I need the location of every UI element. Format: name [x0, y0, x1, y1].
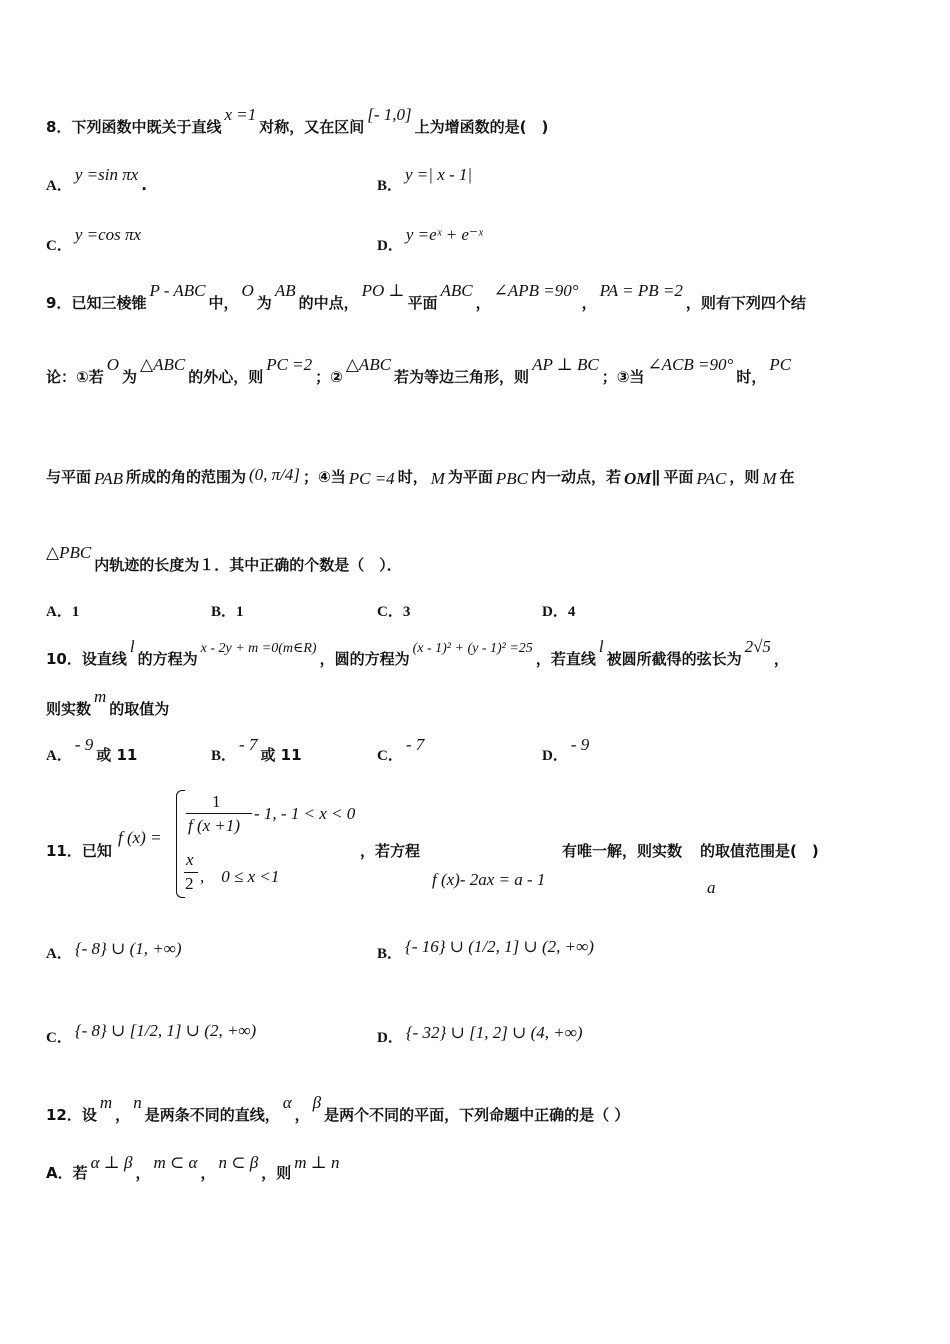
q11-piecewise-brace	[176, 790, 185, 898]
q10-stem-line1: 10．设直线l的方程为x - 2y + m =0(m∈R)，圆的方程为(x - 1)² + (y - 1)² =25，若直线l被圆所截得的弦长为2√5，	[46, 637, 789, 668]
q8-option-d: D．y =eˣ + e⁻ˣ	[377, 225, 483, 254]
q9-stem-line3: 与平面 PAB 所成的角的范围为 (0, π/4] ；④当 PC =4 时， M 为平面 PBC 内一动点，若 OM∥ 平面 PAC ，则 M 在	[46, 465, 795, 488]
q8-stem: 8．下列函数中既关于直线x =1对称，又在区间[- 1,0]上为增函数的是( )	[46, 105, 549, 136]
q11-stem-text: ，若方程 有唯一解，则实数 的取值范围是( )	[360, 842, 819, 860]
q10-stem-line2: 则实数m的取值为	[46, 687, 170, 718]
q12-number: 12．	[46, 1106, 82, 1124]
q10-option-a: A．- 9或 11	[46, 735, 138, 764]
q10-number: 10．	[46, 650, 82, 668]
q11-function-name: f (x) =	[118, 828, 162, 847]
q11-piece1-fraction-bar	[186, 813, 252, 814]
q9-number: 9．	[46, 294, 72, 312]
q8-option-b: B．y =| x - 1|	[377, 165, 473, 194]
q11-variable-a: a	[707, 878, 716, 897]
q9-option-c: C．3	[377, 604, 411, 620]
q11-piece2-condition: , 0 ≤ x <1	[200, 867, 280, 886]
q9-stem-line2: 论：①若O为△ABC的外心，则PC =2；②△ABC若为等边三角形，则AP ⊥ BC；③当∠ACB =90°时，PC	[46, 355, 792, 386]
q10-option-b: B．- 7或 11	[211, 735, 302, 764]
q11-option-b: B． {- 16} ∪ (1/2, 1] ∪ (2, +∞)	[377, 937, 594, 962]
q9-option-b: B．1	[211, 604, 244, 620]
q10-option-d: D．- 9	[542, 735, 590, 764]
q11-option-c: C． {- 8} ∪ [1/2, 1] ∪ (2, +∞)	[46, 1021, 257, 1046]
q11-number-label: 11．已知	[46, 842, 112, 860]
q10-option-c: C．- 7	[377, 735, 425, 764]
q11-option-d: D． {- 32} ∪ [1, 2] ∪ (4, +∞)	[377, 1023, 583, 1046]
q11-piece2-numerator: x	[186, 850, 194, 869]
q12-option-a: A．若α ⊥ β，m ⊂ α，n ⊂ β，则m ⊥ n	[46, 1153, 340, 1182]
q8-option-a: A．y =sin πx.	[46, 165, 147, 194]
q11-piece2-fraction-bar	[184, 872, 198, 873]
q11-piece1-condition: - 1, - 1 < x < 0	[254, 804, 356, 823]
q11-option-a: A． {- 8} ∪ (1, +∞)	[46, 939, 182, 962]
q8-number: 8．	[46, 118, 72, 136]
q12-stem: 12．设m，n是两条不同的直线，α，β是两个不同的平面，下列命题中正确的是（ ）	[46, 1093, 630, 1124]
q11-piece1-denominator: f (x +1)	[188, 816, 241, 835]
q9-option-d: D．4	[542, 604, 576, 620]
q11-equation: f (x)- 2ax = a - 1	[432, 870, 546, 889]
q11-piece1-numerator: 1	[212, 792, 221, 811]
q11-number: 11．	[46, 842, 82, 860]
q9-option-a: A．1	[46, 604, 80, 620]
q9-stem-line1: 9．已知三棱锥P - ABC中，O为AB的中点，PO ⊥平面ABC，∠APB =90°，PA = PB =2，则有下列四个结	[46, 281, 806, 312]
q11-piece2-denominator: 2	[185, 874, 194, 893]
q8-option-c: C．y =cos πx	[46, 225, 142, 254]
q9-stem-line4: △PBC内轨迹的长度为１．其中正确的个数是（ ）．	[46, 543, 402, 574]
